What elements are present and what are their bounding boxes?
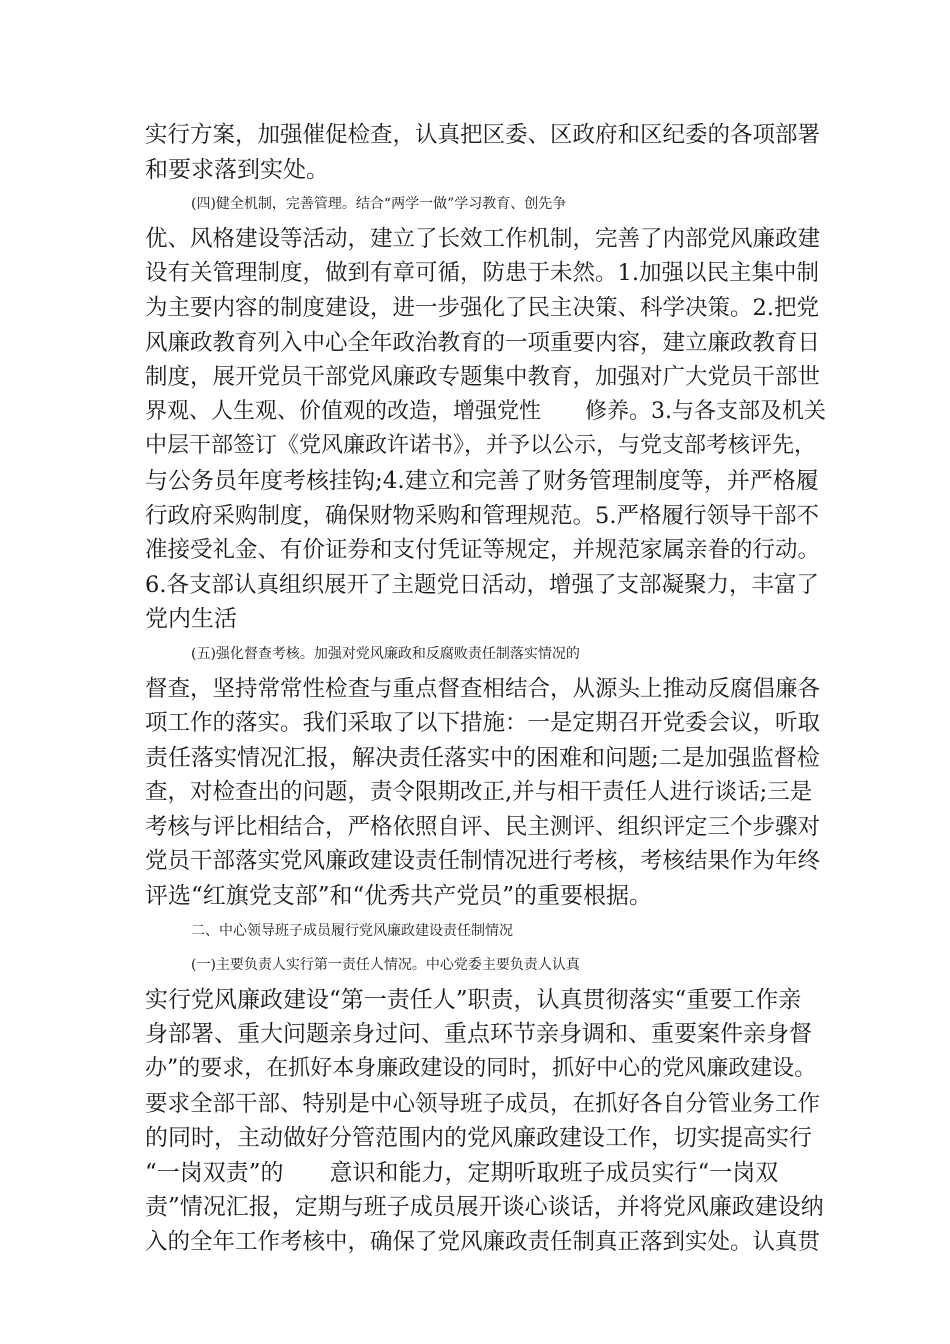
text-line: (五)强化督查考核。加强对党风廉政和反腐败责任制落实情况的 bbox=[191, 645, 580, 662]
text-line: 实行方案，加强催促检查，认真把区委、区政府和区纪委的各项部署 bbox=[145, 122, 821, 148]
text-line: 党内生活 bbox=[145, 606, 237, 633]
text-line: 风廉政教育列入中心全年政治教育的一项重要内容，建立廉政教育日 bbox=[145, 329, 821, 356]
text-line: 考核与评比相结合，严格依照自评、民主测评、组织评定三个步骤对 bbox=[145, 813, 821, 840]
text-line: 界观、人生观、价值观的改造，增强党性 修养。3.与各支部及机关 bbox=[145, 398, 826, 424]
text-line: 和要求落到实处。 bbox=[145, 156, 329, 183]
text-line: 准接受礼金、有价证券和支付凭证等规定，并规范家属亲眷的行动。 bbox=[145, 537, 821, 564]
text-line: 身部署、重大问题亲身过问、重点环节亲身调和、重要案件亲身督 bbox=[145, 1021, 812, 1048]
text-line: 入的全年工作考核中，确保了党风廉政责任制真正落到实处。认真贯 bbox=[145, 1229, 821, 1255]
text-line: 行政府采购制度，确保财物采购和管理规范。5.严格履行领导干部不 bbox=[145, 502, 819, 529]
text-line: 查，对检查出的问题，责令限期改正,并与相干责任人进行谈话;三是 bbox=[145, 779, 813, 806]
text-line: 责”情况汇报，定期与班子成员展开谈心谈话，并将党风廉政建设纳 bbox=[145, 1194, 824, 1221]
text-line: “一岗双责”的 意识和能力，定期听取班子成员实行“一岗双 bbox=[145, 1159, 779, 1186]
text-line: 为主要内容的制度建设，进一步强化了民主决策、科学决策。2.把党 bbox=[145, 294, 819, 321]
text-line: (一)主要负责人实行第一责任人情况。中心党委主要负责人认真 bbox=[191, 957, 580, 974]
text-line: 项工作的落实。我们采取了以下措施：一是定期召开党委会议，听取 bbox=[145, 710, 821, 737]
text-line: 评选“红旗党支部”和“优秀共产党员”的重要根据。 bbox=[145, 883, 653, 910]
text-line: 的同时，主动做好分管范围内的党风廉政建设工作，切实提高实行 bbox=[145, 1125, 812, 1152]
text-line: 制度，展开党员干部党风廉政专题集中教育，加强对广大党员干部世 bbox=[145, 364, 821, 391]
text-line: 要求全部干部、特别是中心领导班子成员，在抓好各自分管业务工作 bbox=[145, 1090, 821, 1117]
text-line: 党员干部落实党风廉政建设责任制情况进行考核，考核结果作为年终 bbox=[145, 848, 821, 875]
text-line: 办”的要求，在抓好本身廉政建设的同时，抓好中心的党风廉政建设。 bbox=[145, 1056, 817, 1082]
text-line: 实行党风廉政建设“第一责任人”职责，认真贯彻落实“重要工作亲 bbox=[145, 986, 802, 1013]
text-line: 二、中心领导班子成员履行党风廉政建设责任制情况 bbox=[191, 922, 513, 939]
text-line: 责任落实情况汇报，解决责任落实中的困难和问题;二是加强监督检 bbox=[145, 744, 820, 771]
text-line: (四)健全机制，完善管理。结合“两学一做”学习教育、创先争 bbox=[191, 196, 567, 213]
text-line: 中层干部签订《党风廉政许诺书》，并予以公示，与党支部考核评先， bbox=[145, 433, 817, 459]
text-line: 与公务员年度考核挂钩;4.建立和完善了财务管理制度等，并严格履 bbox=[145, 467, 819, 494]
text-line: 6.各支部认真组织展开了主题党日活动，增强了支部凝聚力，丰富了 bbox=[145, 571, 819, 598]
document-body bbox=[145, 118, 825, 1260]
text-line: 督查，坚持常常性检查与重点督查相结合，从源头上推动反腐倡廉各 bbox=[145, 675, 821, 702]
text-line: 优、风格建设等活动，建立了长效工作机制，完善了内部党风廉政建 bbox=[145, 225, 821, 252]
text-line: 设有关管理制度，做到有章可循，防患于未然。1.加强以民主集中制 bbox=[145, 260, 819, 287]
